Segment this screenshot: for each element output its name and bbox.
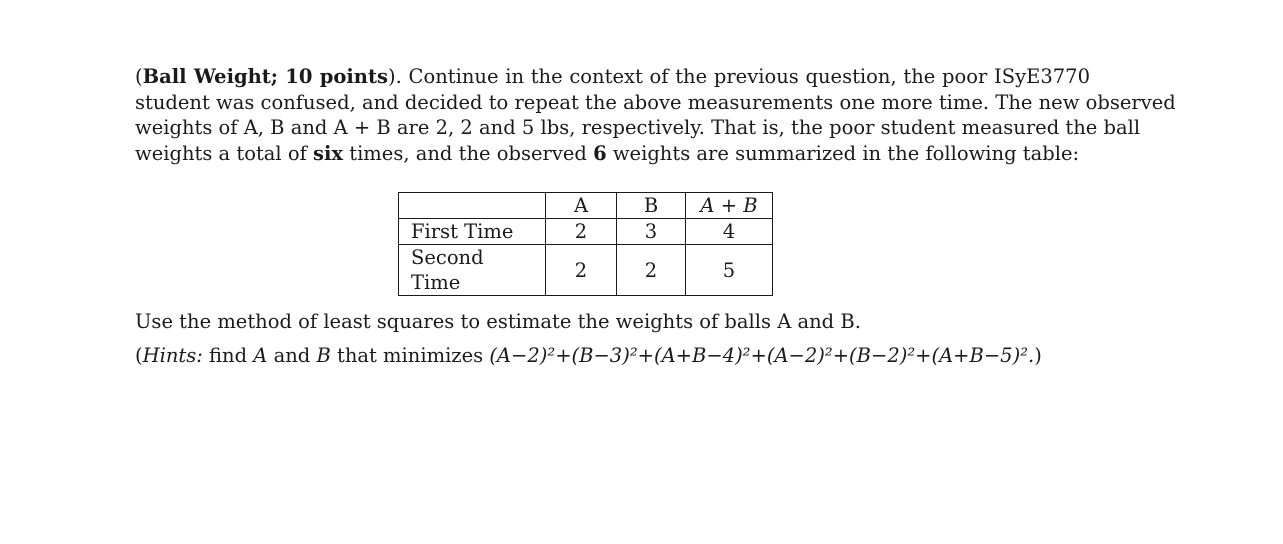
- problem-line-3: weights of A, B and A + B are 2, 2 and 5 lbs, respectively. That is, the poor student measured the ball: [135, 116, 1141, 140]
- hint-close-paren: ): [1034, 344, 1042, 367]
- hint-var-b: B: [316, 344, 331, 367]
- task-instruction: Use the method of least squares to estimate the weights of balls A and B.: [135, 310, 861, 333]
- table-cell: 5: [686, 245, 773, 296]
- table-row: [399, 245, 773, 296]
- hint-line: [135, 343, 1042, 369]
- table-cell: 4: [686, 219, 773, 245]
- weights-table: [398, 192, 773, 296]
- hint-text-b: that minimizes: [330, 344, 490, 367]
- table-corner-cell: [399, 193, 546, 219]
- six-emphasis: six: [313, 141, 344, 165]
- hint-var-a: A: [253, 344, 268, 367]
- problem-title: Ball Weight; 10 points: [142, 65, 388, 88]
- line4-part-b: times, and the observed: [343, 141, 594, 165]
- problem-line-1: [135, 64, 1090, 90]
- hint-text-and: and: [267, 344, 317, 367]
- title-close-paren: ).: [387, 65, 402, 88]
- table-cell: 2: [546, 245, 617, 296]
- column-header-b: B: [617, 193, 686, 219]
- problem-line-1-text: Continue in the context of the previous question, the poor ISyE3770: [408, 65, 1090, 88]
- hint-formula: (A−2)²+(B−3)²+(A+B−4)²+(A−2)²+(B−2)²+(A+B−5)².: [489, 344, 1035, 367]
- problem-paragraph: [135, 64, 1176, 166]
- line4-part-c: weights are summarized in the following table:: [606, 141, 1080, 165]
- problem-statement: [135, 64, 1176, 166]
- weights-table-container: [398, 192, 773, 296]
- line4-part-a: weights a total of: [135, 141, 314, 165]
- problem-line-4: [135, 141, 1090, 167]
- column-header-a: A: [546, 193, 617, 219]
- title-open-paren: (: [135, 65, 143, 88]
- table-cell: 3: [617, 219, 686, 245]
- table-header-row: [399, 193, 773, 219]
- row-label-second-time: Second Time: [399, 245, 546, 296]
- table-cell: 2: [546, 219, 617, 245]
- hint-label: Hints:: [142, 344, 203, 367]
- column-header-a-plus-b: A + B: [686, 193, 773, 219]
- six-number-emphasis: 6: [593, 141, 607, 165]
- hint-text-a: find: [202, 344, 254, 367]
- hint-open-paren: (: [135, 344, 143, 367]
- problem-line-2: student was confused, and decided to repeat the above measurements one more time. The new observed: [135, 90, 1176, 114]
- table-cell: 2: [617, 245, 686, 296]
- table-row: [399, 219, 773, 245]
- row-label-first-time: First Time: [399, 219, 546, 245]
